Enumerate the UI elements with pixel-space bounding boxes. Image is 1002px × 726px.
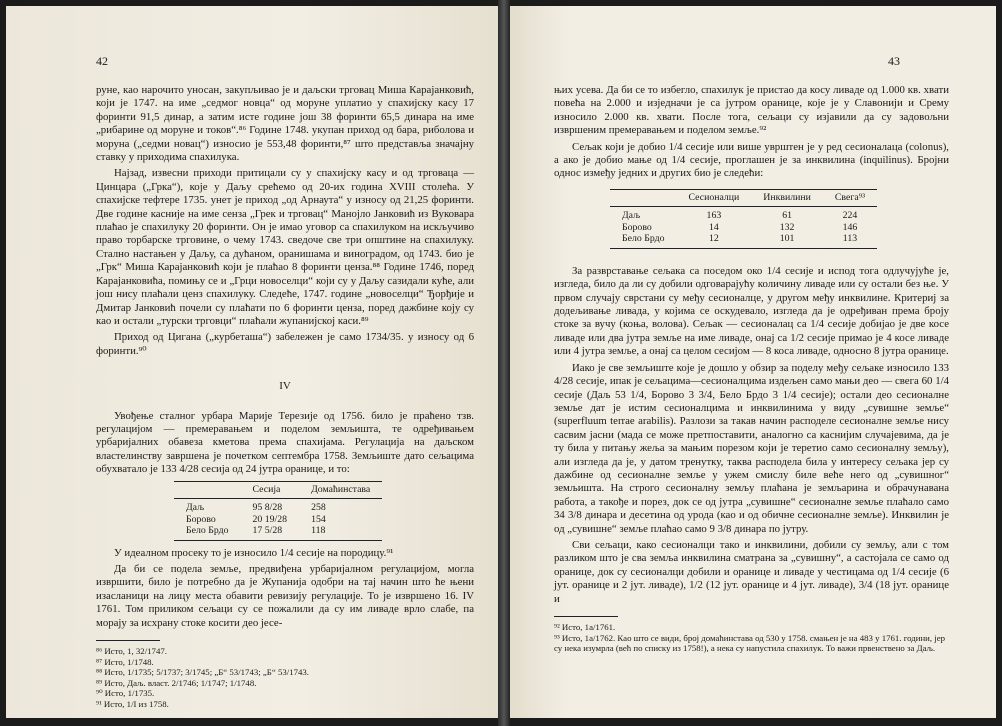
right-page — [510, 6, 996, 718]
table-cell: Борово — [186, 513, 216, 525]
table-header: Свега⁹³ — [823, 189, 877, 207]
footnote: ⁹¹ Исто, 1/I из 1758. — [96, 698, 169, 709]
footnote: ⁹³ Исто, 1a/1762. Као што се види, број домаћинстава од 530 у 1758. смањен je на 483 у 1761. години, јер су нека изумрла (већ по списку из 1758!), а нека су напустила спахилук. То важи првенствено за Даљ. — [554, 632, 946, 654]
table-row — [174, 525, 382, 540]
paragraph: Најзад, извесни приходи притицали су у спахијску касу и од трговаца — Цинцара („Грка“), које у Даљу срећемо од 20-их година XVIII столећа. У спахијске тефтере 1735. унет je приход „од Арнаута“ у износу од 21,25 форинти. Две године касније на име ceнзa „Грек и трговац“ Манојло Јанковић из Вуковара плаћао je спахилуку 20 форинти. Он je имао уговор са спахилуком на искључиво право торбарске трговине, о чему 1743. сведоче све три општине на спахилуку. Стално настањен у Даљу, са дућаном, оранишама и виноградом, од 1743. био je „Грк“ Миша Карајанковић који je плаћао 8 форинти ценза.⁸⁸ Године 1746, поред Карајанковића, помињу се и „Грци новоселци“ који су у Даљу сазидали куће, али још нису плаћали ценз спахилуку. Следеће, 1747. године „новоселци“ Ђорђије и Дмитар Јанковић почели су плаћати по 6 форинти ценза, поред дажбине коју су као и остали „турски трговци“ плаћали жупанијској каси.⁸⁹ — [96, 167, 474, 327]
table-header: Сесионалци — [677, 189, 752, 207]
colonus-inquilinus-table — [610, 189, 877, 249]
table-row — [174, 499, 382, 514]
table-row — [610, 233, 877, 248]
table-cell: Борово — [622, 221, 652, 233]
paragraph: Сељак који je добио 1/4 сесије или више уврштен je у ред сесионалаца (colonus), а ако je добио мање од 1/4 сесије, проглашен je за инквилина (inquilinus). Бројни однос између једних и других био je следећи: — [554, 140, 949, 180]
table-cell: 224 — [842, 210, 858, 222]
table-cell: 61 — [782, 210, 792, 222]
table-cell: 113 — [823, 233, 877, 248]
table-cell: 132 — [779, 221, 795, 233]
table-cell: 14 — [709, 221, 719, 233]
table-row — [174, 514, 382, 526]
table-cell: 12 — [677, 233, 752, 248]
paragraph: руне, као нарочито уносан, закупљиваo je и дaљски трговац Миша Карајанковић, који je 1747. на име „седмог новца“ од моруне уплатио у спахијску касу 17 форинти 91,5 динар, а затим исте године још 38 форинти 65,5 динара на име „рибарине од моруне и токов“.⁸⁶ Године 1748. укупан приход од бара, риболова и моруна („седми новац“) износио je 553,48 форинти,⁸⁷ што представља значајну ставку у приходима спахилука. — [96, 84, 474, 164]
book-gutter — [498, 0, 510, 726]
footnote: ⁸⁸ Исто, 1/1735; 5/1737; 3/1745; „Б“ 53/1743; „Б“ 53/1743. — [96, 667, 309, 678]
table-cell: Даљ — [622, 210, 641, 222]
footnote: ⁸⁷ Исто, 1/1748. — [96, 656, 154, 667]
paragraph: Приход од Цигана („курбеташа“) забележен je само 1734/35. у износу од 6 форинти.⁹⁰ — [96, 331, 474, 357]
sessions-table — [174, 481, 382, 541]
table-header: Сесија — [241, 481, 300, 499]
table-header-row — [174, 481, 382, 499]
table-cell: 17 5/28 — [241, 525, 300, 540]
paragraph: Увођење сталног урбара Марије Терезије од 1756. било je праћено тзв. регулацијом — премеравањем и поделом земљишта, те одређивањем урбаријалних обавеза кметова према спахијама. Регулација на даљском властелинству завршена je почетком септембра 1758. Земљиште дато сељацима обухватало je 133 4/28 сесија од 24 јутра оранице, и то: — [96, 409, 474, 476]
table-cell: 146 — [842, 221, 858, 233]
table-header — [174, 481, 241, 499]
table-row — [610, 207, 877, 222]
table-cell: Даљ — [186, 502, 205, 514]
paragraph: Сви сељаци, како сесионалци тако и инквилини, добили су земљу, али с том разликом што je сва земља инквилина сматрана за „сувишну“, а састојала се само од оранице, док су сесионалци добили и оранице и ливаде у честицама од 1/4 сесије (6 јут. оранице и 2 јут. ливаде), 1/2 (12 јут. оранице и 4 јут. ливаде), 3/4 (18 јут. оранице и — [554, 538, 949, 605]
table-cell: Бело Брдо — [610, 233, 677, 248]
table-cell: 258 — [311, 502, 326, 514]
paragraph: Иако je све земљиште које je дошло у обзир за поделу међу сељаке износило 133 4/28 сесије, ипак je сељацима—сесионалцима издељен само мањи део — свега 60 1/4 сесије (Даљ 53 1/4, Борово 3 3/4, Бело Брдо 3 1/4 сесије); остали део сесионалне земље дат je истим сесионалцима и инквилинима у виду „сувишне земље“ (superfluum terrae arabilis). Разлози за такав начин расподеле сесионалне земље нису сасвим јасни (мада се може претпоставити, аналогно са каснијим случајевима, да je ту била у питању жеља за мањим порезом који je теретио само сесионалну земљу), али изгледа да je, у датом тренутку, таква расподела била у интересу сељака јер су дажбине од сесионалне земље у ужем смислу биле веће него од „сувишног“ земљишта. На строго сесионалну земљу плаћана je земљарина и обрачунавана работа, а такође и порез, док се од јутра „сувишне“ сесионалне земље плаћало само 34 3/8 динара и десетина од урода (као и од обичне сесионалне земље). Инквилин je од „сувишне“ земље плаћао само 9 3/8 динара по јутру. — [554, 361, 949, 535]
footnote-rule — [554, 616, 618, 617]
table-cell: 20 19/28 — [252, 513, 288, 525]
paragraph: њих усева. Да би се то избегло, спахилук je пристао да косу ливаде од 1.000 кв. хвати повећа на 2.000 и изједначи je са јутром оранице, које je у Славонији и Срему износило 2.000 кв. хвати. После тога, сељаци су изјавили да су задовољни извршеним премеравањем и поделом земље.⁹² — [554, 84, 949, 137]
page-number-left: 42 — [96, 54, 108, 68]
table-header-row — [610, 189, 877, 207]
left-text-column — [96, 84, 474, 710]
table-cell: 163 — [706, 210, 722, 222]
right-text-column — [554, 84, 949, 654]
table-cell: Бело Брдо — [174, 525, 241, 540]
section-heading: IV — [279, 380, 291, 393]
left-page — [6, 6, 498, 718]
paragraph: У идеалном просеку то je износило 1/4 сесије на породицу.⁹¹ — [114, 546, 394, 559]
footnote: ⁹² Исто, 1a/1761. — [554, 622, 616, 632]
footnote-rule — [96, 640, 160, 641]
footnote: ⁸⁶ Исто, 1, 32/1747. — [96, 646, 167, 656]
paragraph: Да би се подела земље, предвиђена урбаријалном регулацијом, могла извршити, било je потребно да je Жупанија одобри на тај начин што ће њени изасланици на лицу места обавити ревизију регулације. То je извршено 16. IV 1761. Том приликом сељаци су се пожалили да су им ливаде врло слабе, па морају за исхрану стоке косити део јесе- — [96, 562, 474, 629]
footnote: ⁸⁹ Исто, Даљ. власт. 2/1746; 1/1747; 1/1748. — [96, 677, 257, 688]
table-cell: 101 — [751, 233, 823, 248]
footnote: ⁹⁰ Исто, 1/1735. — [96, 688, 155, 699]
paragraph: За разврставање сељака са поседом око 1/4 сесије и испод тога одлучујуће je, изгледа, било да ли су добили одговарајућу количину ливаде или су остали без ње. У првом случају сврстани су међу сесионалце, у другом међу инквилине. Критериј за додељивање ливада, у којима се оскудевало, изгледа да je одређиван према броју стоке за вучу (коња, волова). Сељак — сесионалац са 1/4 сесије добијао je две косе ливаде или два јутра земље на име ливаде, онај са 1/2 сесије примао je 4 косе ливаде или 4 јутра земље, а онај са целом сесијом — 8 коса ливаде, односно 8 јутра оранице. — [554, 264, 949, 358]
table-cell: 118 — [299, 525, 382, 540]
page-number-right: 43 — [888, 54, 900, 68]
table-header: Инквилини — [751, 189, 823, 207]
table-cell: 95 8/28 — [252, 502, 283, 514]
table-header — [610, 189, 677, 207]
table-cell: 154 — [311, 513, 326, 525]
table-row — [610, 222, 877, 234]
table-header: Домаћинстава — [299, 481, 382, 499]
